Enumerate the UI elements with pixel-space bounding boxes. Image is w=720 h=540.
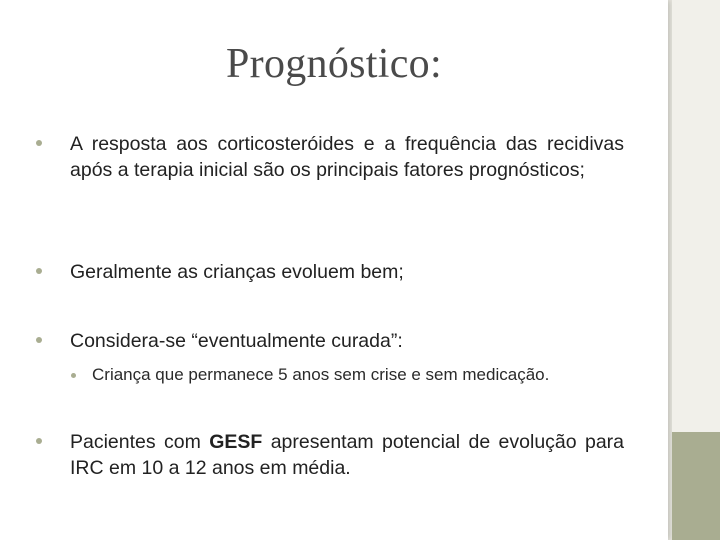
sub-bullet-text: Criança que permanece 5 anos sem crise e sem medicação. [92, 365, 550, 384]
bullet-dot [36, 140, 42, 146]
bullet-text-end: apresentam potencial de evolução para IRC em 10 a 12 anos em média. [70, 431, 625, 479]
bullet-item-4 [52, 429, 624, 481]
bullet-dot [36, 337, 42, 343]
bullet-item-2 [52, 259, 624, 285]
bullet-item-1 [52, 131, 624, 183]
bullet-item-3 [52, 328, 624, 354]
bullet-dot [36, 438, 42, 444]
bullet-text: Considera-se “eventualmente curada”: [70, 330, 403, 352]
bullet-text-bold: GESF [209, 431, 263, 453]
bullet-text-start: Pacientes com [70, 431, 210, 453]
sub-bullet-item [76, 364, 636, 386]
bullet-text: Geralmente as crianças evoluem bem; [70, 261, 404, 283]
bullet-dot [36, 268, 42, 274]
side-accent-block [672, 432, 720, 540]
slide-title: Prognóstico: [226, 41, 442, 87]
bullet-text: A resposta aos corticosteróides e a frequência das recidivas após a terapia inicial são os principais fatores prognósticos; [70, 133, 624, 181]
bullet-text [52, 429, 624, 481]
sub-bullet-dot [71, 373, 76, 378]
